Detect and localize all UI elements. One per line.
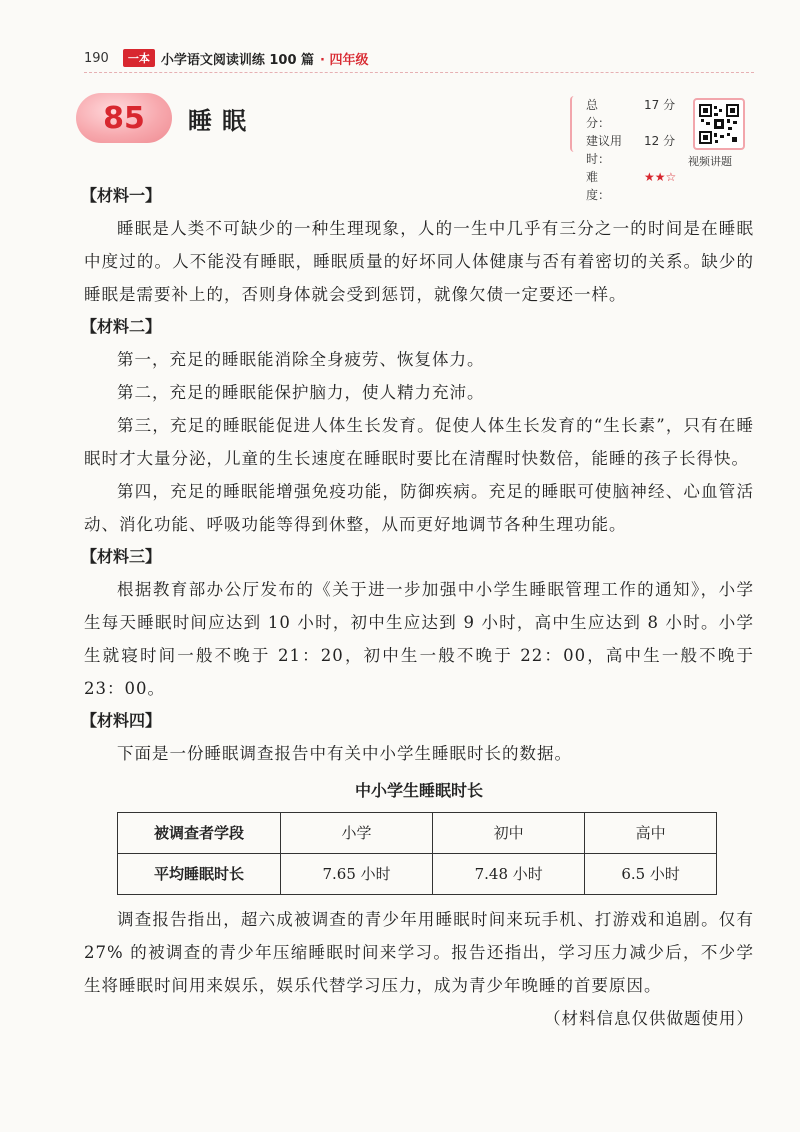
difficulty-label: 难 度： <box>586 170 623 202</box>
suggested-time-value: 12 分 <box>644 134 676 148</box>
paragraph: 第四，充足的睡眠能增强免疫功能，防御疾病。充足的睡眠可使脑神经、心血管活动、消化功能、呼吸功能等得到休整，从而更好地调节各种生理功能。 <box>84 482 754 534</box>
lesson-title: 睡眠 <box>188 107 256 135</box>
total-score-row <box>586 96 698 132</box>
book-title: 小学语文阅读训练 100 篇 <box>160 52 315 68</box>
table-column-header: 初中 <box>433 813 585 854</box>
paragraph: 下面是一份睡眠调查报告中有关中小学生睡眠时长的数据。 <box>117 744 572 763</box>
grade-label: · 四年级 <box>320 52 369 68</box>
table-header-row <box>118 813 717 854</box>
suggested-time-row <box>586 132 698 168</box>
total-score-label: 总 分： <box>586 98 623 130</box>
table-cell: 6.5 小时 <box>585 854 717 895</box>
table-cell: 7.65 小时 <box>281 854 433 895</box>
section-heading-1: 【材料一】 <box>81 186 162 205</box>
paragraph: 根据教育部办公厅发布的《关于进一步加强中小学生睡眠管理工作的通知》，小学生每天睡眠时间应达到 10 小时，初中生应达到 9 小时，高中生应达到 8 小时。小学生就寝时间一般不晚于 21：20，初中生一般不晚于 22：00，高中生一般不晚于 23：00。 <box>84 580 754 698</box>
brand-logo: 一本 <box>123 49 155 67</box>
difficulty-stars-icon: ★★☆ <box>644 170 677 184</box>
reading-content <box>81 180 754 1035</box>
section-heading-3: 【材料三】 <box>81 547 162 566</box>
lesson-number-badge: 85 <box>76 93 172 143</box>
table-cell: 7.48 小时 <box>433 854 585 895</box>
suggested-time-label: 建议用时： <box>586 134 623 166</box>
header-divider <box>84 72 754 73</box>
sleep-duration-table <box>117 812 717 895</box>
paragraph: 睡眠是人类不可缺少的一种生理现象，人的一生中几乎有三分之一的时间是在睡眠中度过的。人不能没有睡眠，睡眠质量的好坏同人体健康与否有着密切的关系。缺少的睡眠是需要补上的，否则身体就会受到惩罚，就像欠债一定要还一样。 <box>84 219 754 304</box>
table-row <box>118 854 717 895</box>
qr-caption: 视频讲题 <box>688 155 732 168</box>
paragraph: 第一，充足的睡眠能消除全身疲劳、恢复体力。 <box>117 350 485 369</box>
qr-code-icon[interactable] <box>693 98 745 150</box>
closing-paragraph: 调查报告指出，超六成被调查的青少年用睡眠时间来玩手机、打游戏和追剧。仅有 27% 的被调查的青少年压缩睡眠时间来学习。报告还指出，学习压力减少后，不少学生将睡眠时间用来娱乐，娱乐代替学习压力，成为青少年晚睡的首要原因。 <box>84 910 754 995</box>
table-row-label: 平均睡眠时长 <box>118 854 281 895</box>
source-note: （材料信息仅供做题使用） <box>544 1009 754 1028</box>
table-column-header: 高中 <box>585 813 717 854</box>
section-heading-2: 【材料二】 <box>81 317 162 336</box>
section-heading-4: 【材料四】 <box>81 711 162 730</box>
table-header-label: 被调查者学段 <box>118 813 281 854</box>
total-score-value: 17 分 <box>644 98 676 112</box>
paragraph: 第二，充足的睡眠能保护脑力，使人精力充沛。 <box>117 383 485 402</box>
page-number: 190 <box>84 50 109 66</box>
score-info-box <box>570 96 698 202</box>
running-header <box>84 47 369 69</box>
qr-code-graphic <box>699 104 739 144</box>
table-column-header: 小学 <box>281 813 433 854</box>
paragraph: 第三，充足的睡眠能促进人体生长发育。促使人体生长发育的“生长素”，只有在睡眠时才大量分泌，儿童的生长速度在睡眠时要比在清醒时快数倍，能睡的孩子长得快。 <box>84 416 754 468</box>
table-title: 中小学生睡眠时长 <box>354 781 483 800</box>
